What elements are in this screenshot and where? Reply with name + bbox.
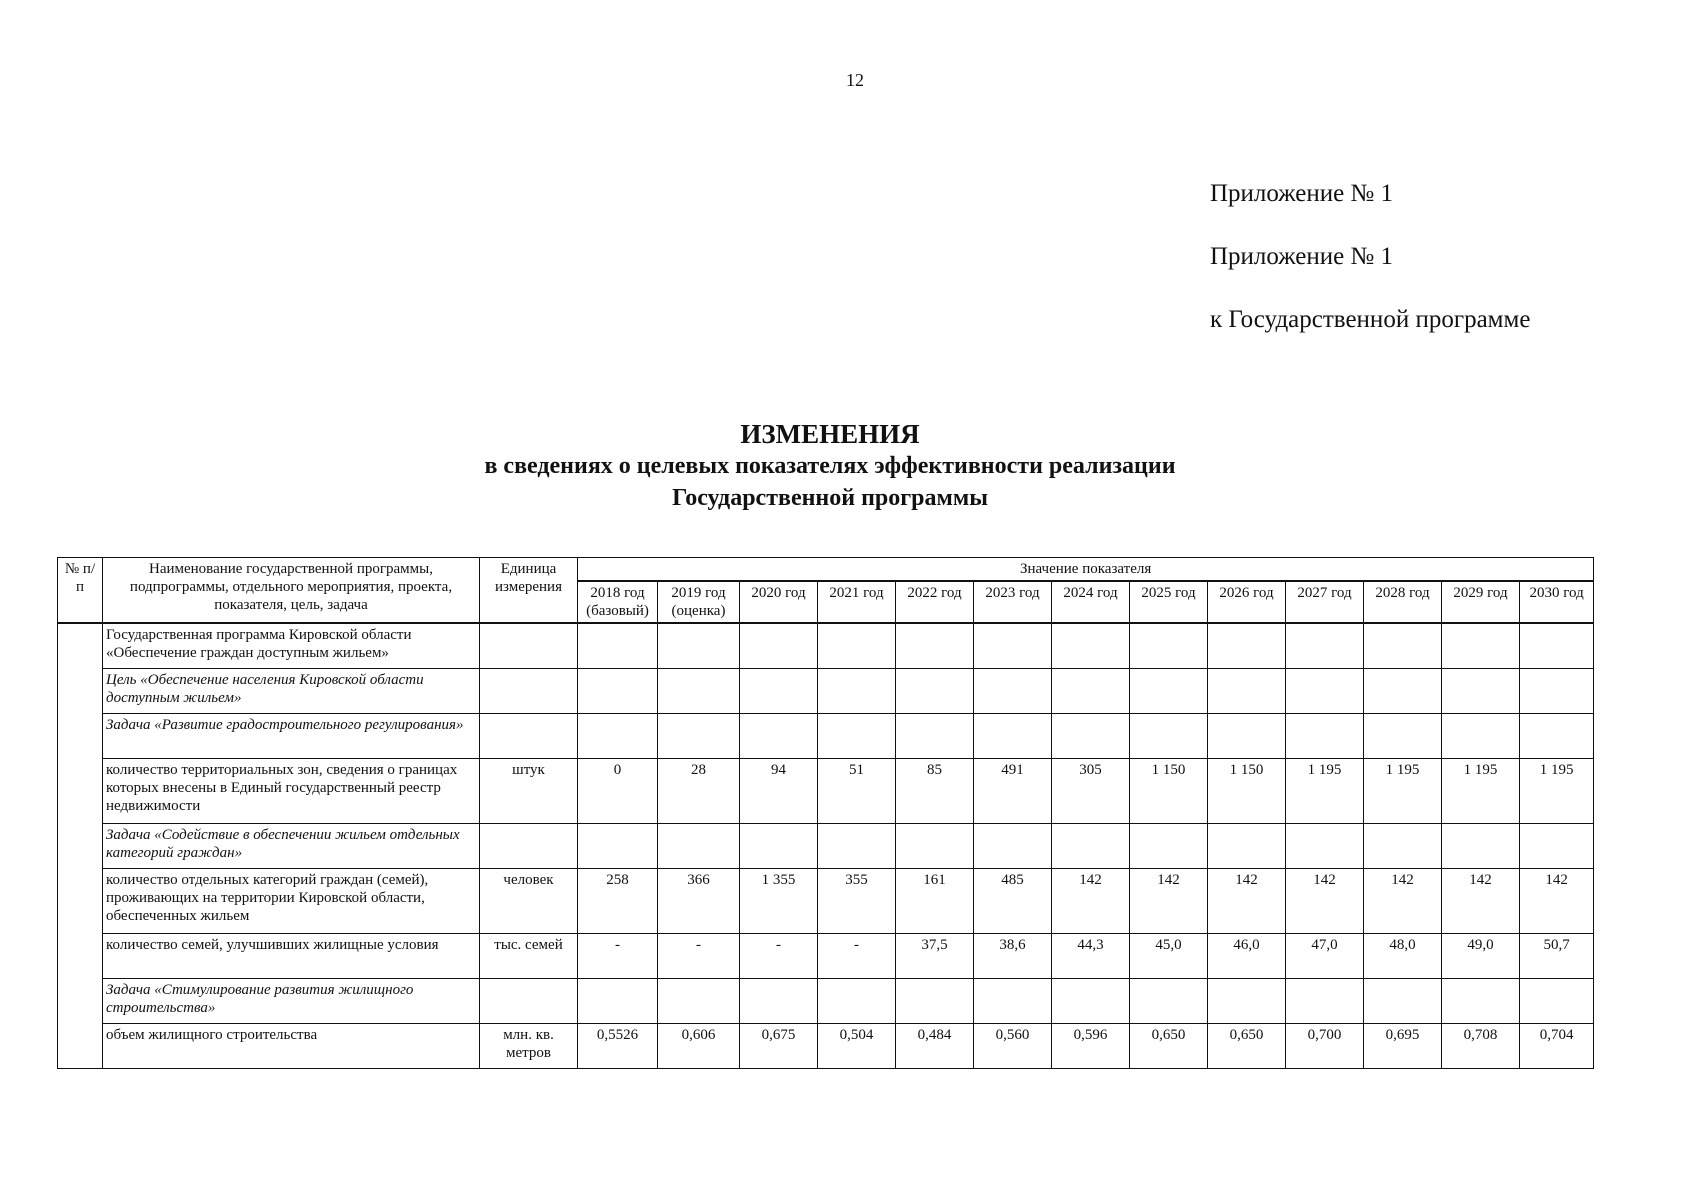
row-unit bbox=[480, 979, 578, 1024]
value-cell bbox=[1208, 669, 1286, 714]
value-cell bbox=[1130, 979, 1208, 1024]
header-year: 2030 год bbox=[1520, 581, 1594, 623]
value-cell: 1 150 bbox=[1130, 759, 1208, 824]
appendix-line-1: Приложение № 1 bbox=[1210, 180, 1394, 207]
value-cell bbox=[1286, 824, 1364, 869]
value-cell: 94 bbox=[740, 759, 818, 824]
title-line-1: ИЗМЕНЕНИЯ bbox=[740, 419, 920, 449]
value-cell: 142 bbox=[1208, 869, 1286, 934]
value-cell: 0,650 bbox=[1130, 1024, 1208, 1069]
row-name: Задача «Содействие в обеспечении жильем отдельных категорий граждан» bbox=[103, 824, 480, 869]
table-row-goal bbox=[58, 669, 1594, 714]
value-cell bbox=[1442, 979, 1520, 1024]
value-cell bbox=[1442, 623, 1520, 669]
value-cell bbox=[1364, 623, 1442, 669]
value-cell: 28 bbox=[658, 759, 740, 824]
value-cell bbox=[658, 623, 740, 669]
value-cell bbox=[1286, 979, 1364, 1024]
value-cell: 46,0 bbox=[1208, 934, 1286, 979]
value-cell: 0,675 bbox=[740, 1024, 818, 1069]
row-unit bbox=[480, 824, 578, 869]
value-cell: 142 bbox=[1130, 869, 1208, 934]
value-cell bbox=[1442, 714, 1520, 759]
value-cell bbox=[1520, 623, 1594, 669]
value-cell bbox=[1208, 714, 1286, 759]
value-cell: 305 bbox=[1052, 759, 1130, 824]
value-cell bbox=[818, 623, 896, 669]
header-year: 2024 год bbox=[1052, 581, 1130, 623]
table-row-program bbox=[58, 623, 1594, 669]
value-cell bbox=[896, 824, 974, 869]
value-cell: - bbox=[578, 934, 658, 979]
value-cell bbox=[1052, 714, 1130, 759]
value-cell bbox=[740, 824, 818, 869]
value-cell bbox=[1364, 979, 1442, 1024]
value-cell bbox=[1442, 669, 1520, 714]
value-cell bbox=[896, 623, 974, 669]
value-cell bbox=[1286, 623, 1364, 669]
row-unit bbox=[480, 669, 578, 714]
value-cell bbox=[1364, 714, 1442, 759]
value-cell bbox=[740, 979, 818, 1024]
value-cell: 49,0 bbox=[1442, 934, 1520, 979]
value-cell: 0,650 bbox=[1208, 1024, 1286, 1069]
value-cell: 0,700 bbox=[1286, 1024, 1364, 1069]
value-cell bbox=[658, 979, 740, 1024]
value-cell bbox=[1052, 824, 1130, 869]
row-unit bbox=[480, 623, 578, 669]
header-year: 2023 год bbox=[974, 581, 1052, 623]
value-cell bbox=[818, 714, 896, 759]
table-row-indicator bbox=[58, 934, 1594, 979]
table-row-indicator bbox=[58, 869, 1594, 934]
value-cell: 1 195 bbox=[1442, 759, 1520, 824]
value-cell: 0,695 bbox=[1364, 1024, 1442, 1069]
value-cell bbox=[1130, 623, 1208, 669]
value-cell: 0,704 bbox=[1520, 1024, 1594, 1069]
appendix-line-2: Приложение № 1 bbox=[1210, 243, 1394, 270]
indicators-table bbox=[57, 557, 1594, 1069]
value-cell bbox=[974, 979, 1052, 1024]
value-cell bbox=[1442, 824, 1520, 869]
header-year: 2026 год bbox=[1208, 581, 1286, 623]
value-cell: 485 bbox=[974, 869, 1052, 934]
value-cell: 1 150 bbox=[1208, 759, 1286, 824]
value-cell: 45,0 bbox=[1130, 934, 1208, 979]
document-title bbox=[0, 418, 1660, 514]
value-cell: 1 355 bbox=[740, 869, 818, 934]
value-cell: 1 195 bbox=[1286, 759, 1364, 824]
value-cell bbox=[1208, 623, 1286, 669]
value-cell: 85 bbox=[896, 759, 974, 824]
header-year: 2027 год bbox=[1286, 581, 1364, 623]
value-cell: 50,7 bbox=[1520, 934, 1594, 979]
value-cell bbox=[1208, 824, 1286, 869]
value-cell: 38,6 bbox=[974, 934, 1052, 979]
header-year: 2021 год bbox=[818, 581, 896, 623]
title-line-2: в сведениях о целевых показателях эффективности реализации bbox=[484, 453, 1176, 479]
value-cell: - bbox=[658, 934, 740, 979]
value-cell bbox=[1130, 824, 1208, 869]
value-cell bbox=[1286, 714, 1364, 759]
value-cell: - bbox=[818, 934, 896, 979]
value-cell bbox=[1364, 669, 1442, 714]
table-row-task bbox=[58, 979, 1594, 1024]
value-cell: 0,484 bbox=[896, 1024, 974, 1069]
value-cell: 0,504 bbox=[818, 1024, 896, 1069]
header-num: № п/п bbox=[58, 558, 103, 624]
row-name: Цель «Обеспечение населения Кировской области доступным жильем» bbox=[103, 669, 480, 714]
value-cell: 0,560 bbox=[974, 1024, 1052, 1069]
value-cell: 142 bbox=[1286, 869, 1364, 934]
value-cell: 142 bbox=[1364, 869, 1442, 934]
value-cell: 51 bbox=[818, 759, 896, 824]
value-cell: 355 bbox=[818, 869, 896, 934]
value-cell: 0,596 bbox=[1052, 1024, 1130, 1069]
page-number: 12 bbox=[846, 70, 864, 90]
value-cell bbox=[740, 623, 818, 669]
value-cell: 366 bbox=[658, 869, 740, 934]
value-cell bbox=[896, 979, 974, 1024]
header-year: 2028 год bbox=[1364, 581, 1442, 623]
header-year: 2018 год (базовый) bbox=[578, 581, 658, 623]
header-year: 2020 год bbox=[740, 581, 818, 623]
value-cell bbox=[1052, 669, 1130, 714]
value-cell bbox=[1520, 714, 1594, 759]
value-cell: 0,606 bbox=[658, 1024, 740, 1069]
value-cell: 491 bbox=[974, 759, 1052, 824]
value-cell bbox=[896, 714, 974, 759]
row-unit: штук bbox=[480, 759, 578, 824]
value-cell: 142 bbox=[1442, 869, 1520, 934]
value-cell: 0,708 bbox=[1442, 1024, 1520, 1069]
value-cell: - bbox=[740, 934, 818, 979]
row-name: объем жилищного строительства bbox=[103, 1024, 480, 1069]
value-cell bbox=[658, 669, 740, 714]
title-line-3: Государственной программы bbox=[672, 485, 988, 511]
row-name: количество отдельных категорий граждан (семей), проживающих на территории Кировской области, обеспеченных жильем bbox=[103, 869, 480, 934]
row-name: количество семей, улучшивших жилищные условия bbox=[103, 934, 480, 979]
row-name: Задача «Стимулирование развития жилищного строительства» bbox=[103, 979, 480, 1024]
value-cell: 37,5 bbox=[896, 934, 974, 979]
header-unit: Единица измерения bbox=[480, 558, 578, 624]
row-unit: человек bbox=[480, 869, 578, 934]
value-cell: 142 bbox=[1520, 869, 1594, 934]
value-cell bbox=[578, 669, 658, 714]
header-year: 2029 год bbox=[1442, 581, 1520, 623]
value-cell: 1 195 bbox=[1520, 759, 1594, 824]
header-year: 2019 год (оценка) bbox=[658, 581, 740, 623]
value-cell bbox=[1130, 669, 1208, 714]
value-cell bbox=[974, 714, 1052, 759]
table-row-indicator bbox=[58, 1024, 1594, 1069]
value-cell: 0 bbox=[578, 759, 658, 824]
table-row-task bbox=[58, 714, 1594, 759]
value-cell: 258 bbox=[578, 869, 658, 934]
value-cell bbox=[1520, 979, 1594, 1024]
value-cell bbox=[658, 714, 740, 759]
value-cell: 1 195 bbox=[1364, 759, 1442, 824]
row-unit: млн. кв. метров bbox=[480, 1024, 578, 1069]
header-year: 2025 год bbox=[1130, 581, 1208, 623]
value-cell bbox=[658, 824, 740, 869]
table-row-task bbox=[58, 824, 1594, 869]
header-year: 2022 год bbox=[896, 581, 974, 623]
value-cell bbox=[578, 979, 658, 1024]
value-cell: 142 bbox=[1052, 869, 1130, 934]
row-name: Государственная программа Кировской области «Обеспечение граждан доступным жильем» bbox=[103, 623, 480, 669]
value-cell bbox=[818, 669, 896, 714]
value-cell bbox=[1520, 669, 1594, 714]
value-cell bbox=[1364, 824, 1442, 869]
value-cell bbox=[818, 824, 896, 869]
value-cell bbox=[1052, 979, 1130, 1024]
value-cell: 0,5526 bbox=[578, 1024, 658, 1069]
value-cell bbox=[740, 714, 818, 759]
value-cell bbox=[974, 623, 1052, 669]
value-cell bbox=[1286, 669, 1364, 714]
value-cell bbox=[896, 669, 974, 714]
row-unit: тыс. семей bbox=[480, 934, 578, 979]
value-cell bbox=[1208, 979, 1286, 1024]
row-name: количество территориальных зон, сведения о границах которых внесены в Единый государственный реестр недвижимости bbox=[103, 759, 480, 824]
value-cell bbox=[740, 669, 818, 714]
header-value-group: Значение показателя bbox=[578, 558, 1594, 582]
value-cell: 48,0 bbox=[1364, 934, 1442, 979]
value-cell bbox=[578, 714, 658, 759]
header-name: Наименование государственной программы, подпрограммы, отдельного мероприятия, проекта, показателя, цель, задача bbox=[103, 558, 480, 624]
value-cell bbox=[1052, 623, 1130, 669]
value-cell bbox=[578, 824, 658, 869]
row-unit bbox=[480, 714, 578, 759]
value-cell bbox=[818, 979, 896, 1024]
row-number-cell bbox=[58, 623, 103, 1069]
value-cell: 44,3 bbox=[1052, 934, 1130, 979]
value-cell bbox=[974, 669, 1052, 714]
value-cell: 47,0 bbox=[1286, 934, 1364, 979]
value-cell bbox=[1520, 824, 1594, 869]
table-row-indicator bbox=[58, 759, 1594, 824]
value-cell: 161 bbox=[896, 869, 974, 934]
appendix-line-3: к Государственной программе bbox=[1210, 306, 1531, 333]
value-cell bbox=[578, 623, 658, 669]
row-name: Задача «Развитие градостроительного регулирования» bbox=[103, 714, 480, 759]
value-cell bbox=[1130, 714, 1208, 759]
value-cell bbox=[974, 824, 1052, 869]
header-row-1 bbox=[58, 558, 1594, 582]
